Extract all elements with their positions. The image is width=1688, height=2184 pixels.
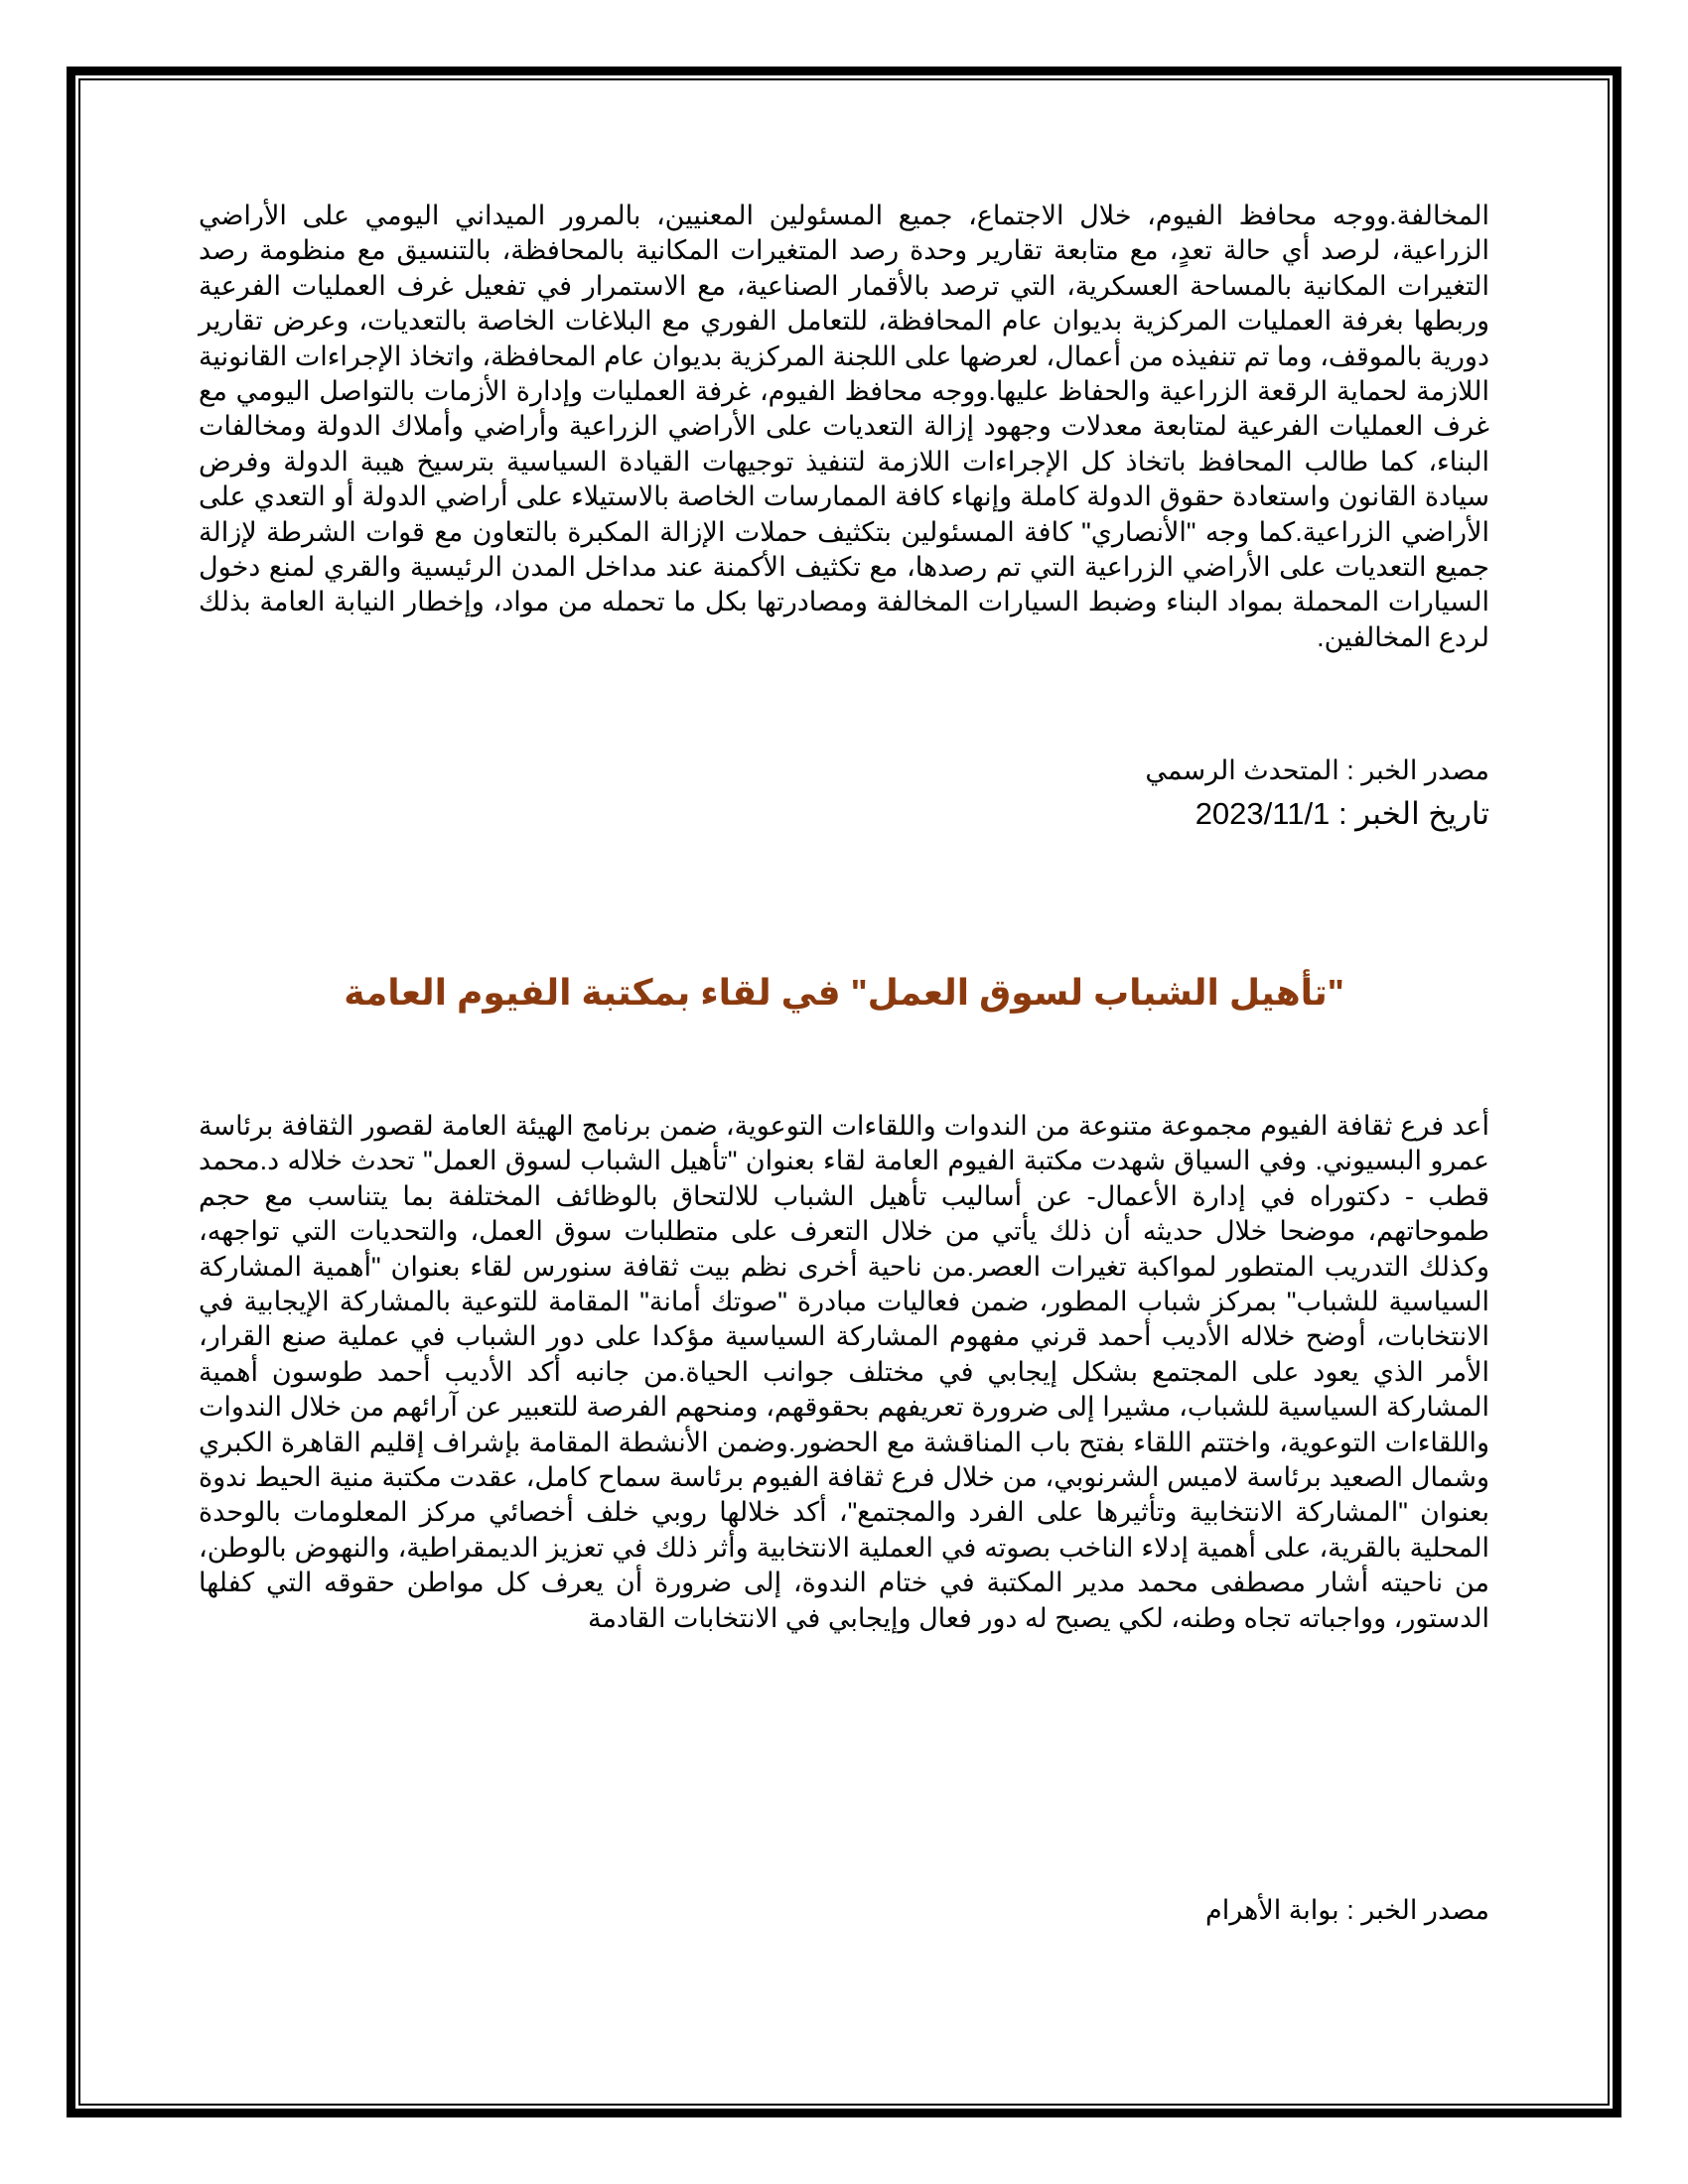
- article-1-date-row: [199, 794, 1489, 834]
- article-1-date-value: 2023/11/1: [1195, 796, 1331, 831]
- article-2: [199, 1109, 1489, 1636]
- article-1-meta: [199, 752, 1489, 788]
- article-1-body: المخالفة.ووجه محافظ الفيوم، خلال الاجتماع، جميع المسئولين المعنيين، بالمرور الميداني اليومي على الأراضي الزراعية، لرصد أي حالة تعدٍ، مع متابعة تقارير وحدة رصد المتغيرات المكانية بالمحافظة، بالتنسيق مع منظومة رصد التغيرات المكانية بالمساحة العسكرية، التي ترصد بالأقمار الصناعية، مع الاستمرار في تفعيل غرف العمليات الفرعية وربطها بغرفة العمليات المركزية بديوان عام المحافظة، للتعامل الفوري مع البلاغات الخاصة بالتعديات، وعرض تقارير دورية بالموقف، وما تم تنفيذه من أعمال، لعرضها على اللجنة المركزية بديوان عام المحافظة، واتخاذ الإجراءات القانونية اللازمة لحماية الرقعة الزراعية والحفاظ عليها.ووجه محافظ الفيوم، غرفة العمليات وإدارة الأزمات بالتواصل اليومي مع غرف العمليات الفرعية لمتابعة معدلات وجهود إزالة التعديات على الأراضي الزراعية وأراضي وأملاك الدولة ومخالفات البناء، كما طالب المحافظ باتخاذ كل الإجراءات اللازمة لتنفيذ توجيهات القيادة السياسية بترسيخ هيبة الدولة وفرض سيادة القانون واستعادة حقوق الدولة كاملة وإنهاء كافة الممارسات الخاصة بالاستيلاء على أراضي الدولة أو التعدي على الأراضي الزراعية.كما وجه "الأنصاري" كافة المسئولين بتكثيف حملات الإزالة المكبرة بالتعاون مع قوات الشرطة لإزالة جميع التعديات على الأراضي الزراعية التي تم رصدها، مع تكثيف الأكمنة عند مداخل المدن الرئيسية والقري لمنع دخول السيارات المحملة بمواد البناء وضبط السيارات المخالفة ومصادرتها بكل ما تحمله من مواد، وإخطار النيابة العامة بذلك لردع المخالفين.: [199, 201, 1489, 652]
- article-2-meta: [199, 1892, 1489, 1928]
- article-1: [199, 199, 1489, 655]
- article-1-date: [199, 794, 1489, 834]
- article-2-headline: "تأهيل الشباب لسوق العمل" في لقاء بمكتبة الفيوم العامة: [344, 972, 1344, 1013]
- article-2-source: مصدر الخبر : بوابة الأهرام: [1204, 1895, 1489, 1925]
- article-1-date-label: تاريخ الخبر :: [1337, 796, 1489, 831]
- article-2-body: أعد فرع ثقافة الفيوم مجموعة متنوعة من الندوات واللقاءات التوعوية، ضمن برنامج الهيئة العامة لقصور الثقافة برئاسة عمرو البسيوني. وفي السياق شهدت مكتبة الفيوم العامة لقاء بعنوان "تأهيل الشباب لسوق العمل" تحدث خلاله د.محمد قطب - دكتوراه في إدارة الأعمال- عن أساليب تأهيل الشباب للالتحاق بالوظائف المختلفة بما يتناسب مع حجم طموحاتهم، موضحا خلال حديثه أن ذلك يأتي من خلال التعرف على متطلبات سوق العمل، والتحديات التي تواجهه، وكذلك التدريب المتطور لمواكبة تغيرات العصر.من ناحية أخرى نظم بيت ثقافة سنورس لقاء بعنوان "أهمية المشاركة السياسية للشباب" بمركز شباب المطور، ضمن فعاليات مبادرة "صوتك أمانة" المقامة للتوعية بالمشاركة الإيجابية في الانتخابات، أوضح خلاله الأديب أحمد قرني مفهوم المشاركة السياسية مؤكدا على دور الشباب في عملية صنع القرار، الأمر الذي يعود على المجتمع بشكل إيجابي في مختلف جوانب الحياة.من جانبه أكد الأديب أحمد طوسون أهمية المشاركة السياسية للشباب، مشيرا إلى ضرورة تعريفهم بحقوقهم، ومنحهم الفرصة للتعبير عن آرائهم من خلال الندوات واللقاءات التوعوية، واختتم اللقاء بفتح باب المناقشة مع الحضور.وضمن الأنشطة المقامة بإشراف إقليم القاهرة الكبري وشمال الصعيد برئاسة لاميس الشرنوبي، من خلال فرع ثقافة الفيوم برئاسة سماح كامل، عقدت مكتبة منية الحيط ندوة بعنوان "المشاركة الانتخابية وتأثيرها على الفرد والمجتمع"، أكد خلالها روبي خلف أخصائي مركز المعلومات بالوحدة المحلية بالقرية، على أهمية إدلاء الناخب بصوته في العملية الانتخابية وأثر ذلك في تعزيز الديمقراطية، والنهوض بالوطن، من ناحيته أشار مصطفى محمد مدير المكتبة في ختام الندوة، إلى ضرورة أن يعرف كل مواطن حقوقه التي كفلها الدستور، وواجباته تجاه وطنه، لكي يصبح له دور فعال وإيجابي في الانتخابات القادمة: [199, 1111, 1490, 1633]
- article-1-source: مصدر الخبر : المتحدث الرسمي: [1145, 755, 1489, 785]
